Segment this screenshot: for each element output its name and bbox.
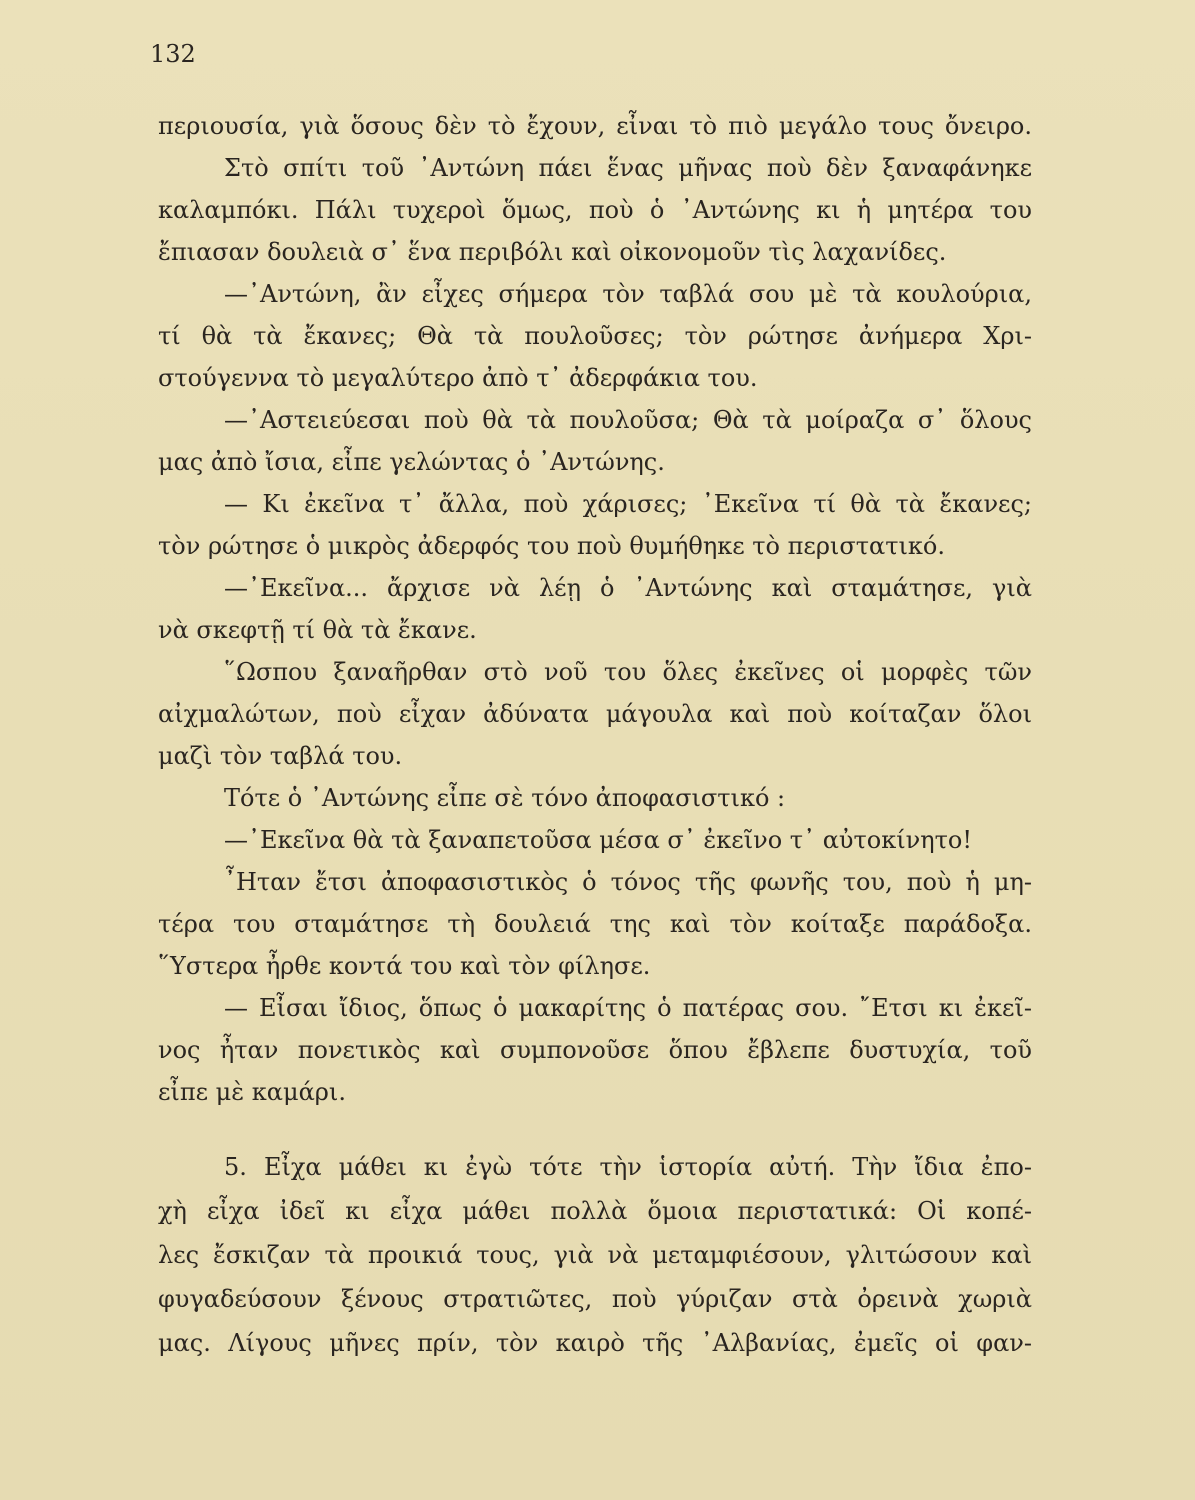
text-line: καλαμπόκι. Πάλι τυχεροὶ ὅμως, ποὺ ὁ ᾿Αντώνης κι ἡ μητέρα του xyxy=(158,196,1032,224)
text-line: περιουσία, γιὰ ὅσους δὲν τὸ ἔχουν, εἶναι τὸ πιὸ μεγάλο τους ὄνειρο. xyxy=(158,112,1032,140)
text-line: Τότε ὁ ᾿Αντώνης εἶπε σὲ τόνο ἀποφασιστικό : xyxy=(224,784,786,812)
text-line: τὸν ρώτησε ὁ μικρὸς ἀδερφός του ποὺ θυμήθηκε τὸ περιστατικό. xyxy=(158,532,945,560)
text-line: στούγεννα τὸ μεγαλύτερο ἀπὸ τ᾿ ἀδερφάκια του. xyxy=(158,364,758,392)
text-line: ῞Ωσπου ξαναῆρθαν στὸ νοῦ του ὅλες ἐκεῖνες οἱ μορφὲς τῶν xyxy=(224,658,1032,686)
text-line: φυγαδεύσουν ξένους στρατιῶτες, ποὺ γύριζαν στὰ ὀρεινὰ χωριὰ xyxy=(158,1285,1032,1313)
text-line: ῏Ηταν ἔτσι ἀποφασιστικὸς ὁ τόνος τῆς φωνῆς του, ποὺ ἡ μη- xyxy=(224,868,1032,896)
text-line: ῞Υστερα ἦρθε κοντά του καὶ τὸν φίλησε. xyxy=(158,952,651,980)
text-line: —᾿Αντώνη, ἂν εἶχες σήμερα τὸν ταβλά σου μὲ τὰ κουλούρια, xyxy=(224,280,1032,308)
text-line: 5. Εἶχα μάθει κι ἐγὼ τότε τὴν ἱστορία αὐτή. Τὴν ἴδια ἐπο- xyxy=(224,1153,1032,1181)
text-line: — Εἶσαι ἴδιος, ὅπως ὁ μακαρίτης ὁ πατέρας σου. ῎Ετσι κι ἐκεῖ- xyxy=(224,994,1032,1022)
text-line: — Κι ἐκεῖνα τ᾿ ἄλλα, ποὺ χάρισες; ᾿Εκεῖνα τί θὰ τὰ ἔκανες; xyxy=(224,490,1032,518)
text-line: αἰχμαλώτων, ποὺ εἶχαν ἀδύνατα μάγουλα καὶ ποὺ κοίταζαν ὅλοι xyxy=(158,700,1032,728)
text-line: χὴ εἶχα ἰδεῖ κι εἶχα μάθει πολλὰ ὅμοια περιστατικά: Οἱ κοπέ- xyxy=(158,1197,1032,1225)
text-line: μαζὶ τὸν ταβλά του. xyxy=(158,742,403,770)
text-line: τί θὰ τὰ ἔκανες; Θὰ τὰ πουλοῦσες; τὸν ρώτησε ἀνήμερα Χρι- xyxy=(158,322,1032,350)
text-line: εἶπε μὲ καμάρι. xyxy=(158,1078,346,1106)
text-line: ἔπιασαν δουλειὰ σ᾿ ἕνα περιβόλι καὶ οἰκονομοῦν τὶς λαχανίδες. xyxy=(158,238,947,266)
text-line: Στὸ σπίτι τοῦ ᾿Αντώνη πάει ἕνας μῆνας ποὺ δὲν ξαναφάνηκε xyxy=(224,154,1032,182)
text-line: —᾿Εκεῖνα... ἄρχισε νὰ λέῃ ὁ ᾿Αντώνης καὶ σταμάτησε, γιὰ xyxy=(224,574,1032,602)
text-line: —᾿Εκεῖνα θὰ τὰ ξαναπετοῦσα μέσα σ᾿ ἐκεῖνο τ᾿ αὐτοκίνητο! xyxy=(224,826,972,854)
text-line: νὰ σκεφτῇ τί θὰ τὰ ἔκανε. xyxy=(158,616,477,644)
text-line: μας. Λίγους μῆνες πρίν, τὸν καιρὸ τῆς ᾿Αλβανίας, ἐμεῖς οἱ φαν- xyxy=(158,1329,1032,1357)
text-line: —᾿Αστειεύεσαι ποὺ θὰ τὰ πουλοῦσα; Θὰ τὰ μοίραζα σ᾿ ὅλους xyxy=(224,406,1032,434)
text-line: νος ἦταν πονετικὸς καὶ συμπονοῦσε ὅπου ἔβλεπε δυστυχία, τοῦ xyxy=(158,1036,1032,1064)
text-line: λες ἔσκιζαν τὰ προικιά τους, γιὰ νὰ μεταμφιέσουν, γλιτώσουν καὶ xyxy=(158,1241,1032,1269)
text-line: τέρα του σταμάτησε τὴ δουλειά της καὶ τὸν κοίταξε παράδοξα. xyxy=(158,910,1032,938)
text-line: μας ἀπὸ ἴσια, εἶπε γελώντας ὁ ᾿Αντώνης. xyxy=(158,448,665,476)
page-number: 132 xyxy=(150,40,196,68)
